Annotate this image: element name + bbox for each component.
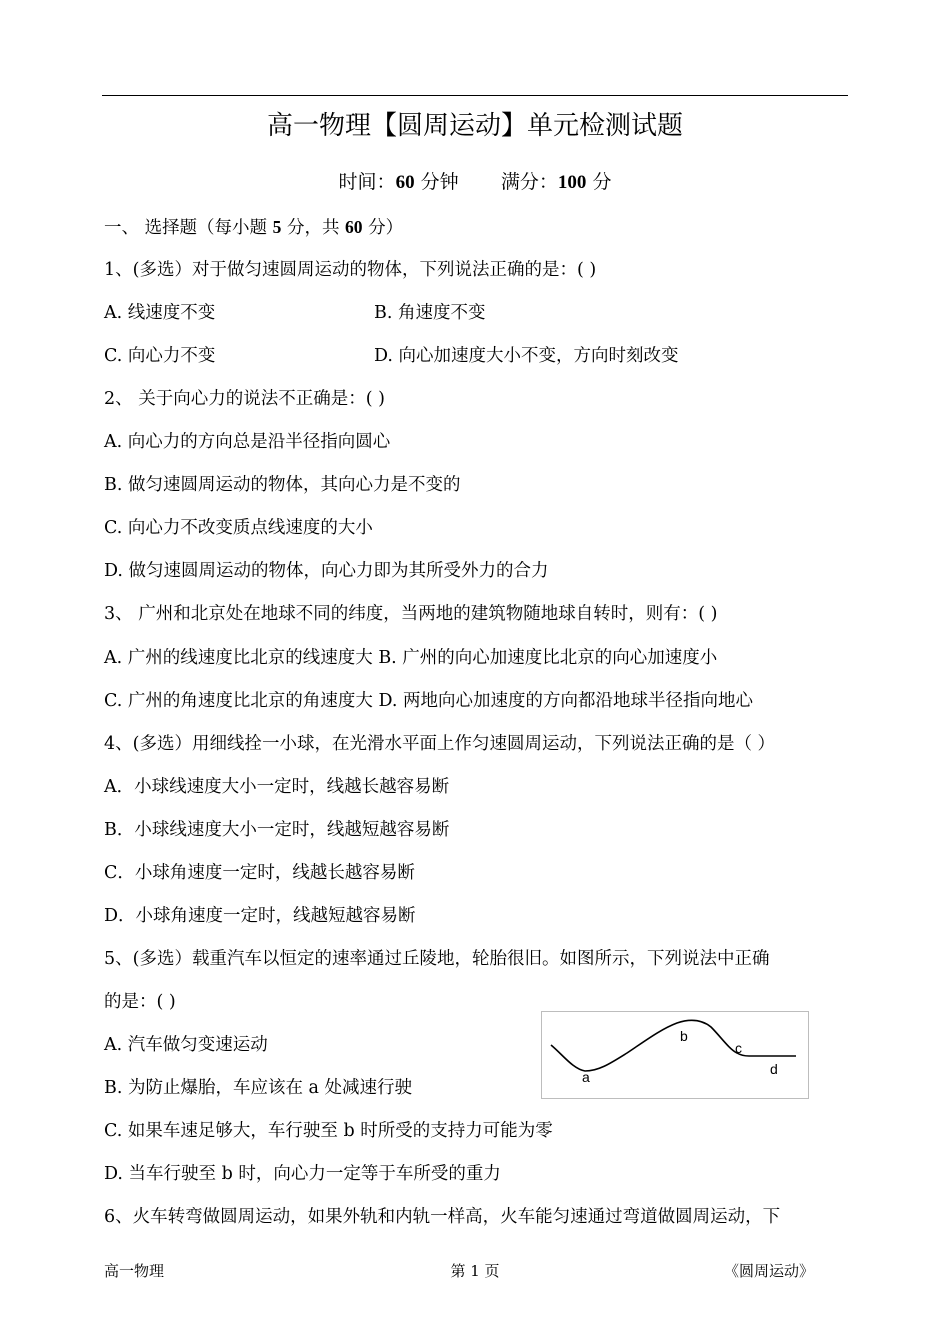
exam-meta [0, 165, 950, 200]
question-1-option-d: D. 向心加速度大小不变，方向时刻改变 [374, 346, 679, 366]
score-value: 100 [557, 172, 587, 193]
road-curve [551, 1020, 796, 1071]
question-1-option-a: A. 线速度不变 [104, 303, 216, 323]
score-label: 满分： [500, 171, 558, 193]
question-4-option-a: A．小球线速度大小一定时，线越长越容易断 [104, 777, 450, 797]
question-2-option-b: B. 做匀速圆周运动的物体，其向心力是不变的 [104, 475, 461, 495]
question-1-option-b: B. 角速度不变 [374, 303, 486, 323]
question-5-option-a: A. 汽车做匀变速运动 [104, 1035, 268, 1055]
question-4-option-d: D．小球角速度一定时，线越短越容易断 [104, 906, 416, 926]
footer-left: 高一物理 [104, 1262, 165, 1280]
time-unit: 分钟 [414, 171, 459, 193]
question-3-options-ab: A. 广州的线速度比北京的线速度大 B. 广州的向心加速度比北京的向心加速度小 [104, 648, 718, 668]
footer-page-number: 第 1 页 [450, 1262, 500, 1280]
footer-right: 《圆周运动》 [723, 1262, 814, 1280]
time-label: 时间： [338, 171, 396, 193]
point-d-label: d [770, 1061, 778, 1077]
section-total: 60 [345, 217, 363, 237]
question-5-stem: 5、(多选）载重汽车以恒定的速率通过丘陵地，轮胎很旧。如图所示，下列说法中正确 [104, 949, 770, 969]
point-c-label: c [735, 1040, 742, 1056]
hill-road-figure [541, 1011, 809, 1099]
section-per-question: 5 [272, 217, 282, 237]
question-2-option-a: A. 向心力的方向总是沿半径指向圆心 [104, 432, 391, 452]
question-4-stem: 4、(多选）用细线拴一小球，在光滑水平面上作匀速圆周运动，下列说法正确的是（ ） [104, 734, 776, 754]
section-heading [104, 214, 403, 241]
question-2-stem: 2、 关于向心力的说法不正确是：( ) [104, 389, 385, 409]
question-2-option-d: D. 做匀速圆周运动的物体，向心力即为其所受外力的合力 [104, 561, 549, 581]
question-6-stem: 6、火车转弯做圆周运动，如果外轨和内轨一样高，火车能匀速通过弯道做圆周运动，下 [104, 1207, 781, 1227]
question-3-options-cd: C. 广州的角速度比北京的角速度大 D. 两地向心加速度的方向都沿地球半径指向地心 [104, 691, 753, 711]
question-5-stem-continued: 的是：( ) [104, 992, 176, 1012]
header-rule [102, 95, 848, 96]
question-5-option-b: B. 为防止爆胎，车应该在 a 处减速行驶 [104, 1078, 413, 1098]
point-a-label: a [582, 1069, 590, 1085]
question-2-option-c: C. 向心力不改变质点线速度的大小 [104, 518, 373, 538]
question-5-option-c: C. 如果车速足够大，车行驶至 b 时所受的支持力可能为零 [104, 1121, 553, 1141]
section-end: 分） [362, 218, 404, 238]
point-b-label: b [680, 1028, 688, 1044]
section-mid: 分，共 [281, 218, 346, 238]
question-3-stem: 3、 广州和北京处在地球不同的纬度，当两地的建筑物随地球自转时，则有：( ) [104, 604, 718, 624]
question-1-stem: 1、(多选）对于做匀速圆周运动的物体，下列说法正确的是：( ) [104, 260, 597, 280]
score-unit: 分 [586, 171, 612, 193]
page-title: 高一物理【圆周运动】单元检测试题 [266, 111, 683, 141]
question-5-option-d: D. 当车行驶至 b 时，向心力一定等于车所受的重力 [104, 1164, 501, 1184]
time-value: 60 [395, 172, 415, 193]
section-label: 一、 选择题（每小题 [104, 218, 273, 238]
question-4-option-b: B．小球线速度大小一定时，线越短越容易断 [104, 820, 450, 840]
question-4-option-c: C．小球角速度一定时，线越长越容易断 [104, 863, 415, 883]
question-1-option-c: C. 向心力不变 [104, 346, 216, 366]
